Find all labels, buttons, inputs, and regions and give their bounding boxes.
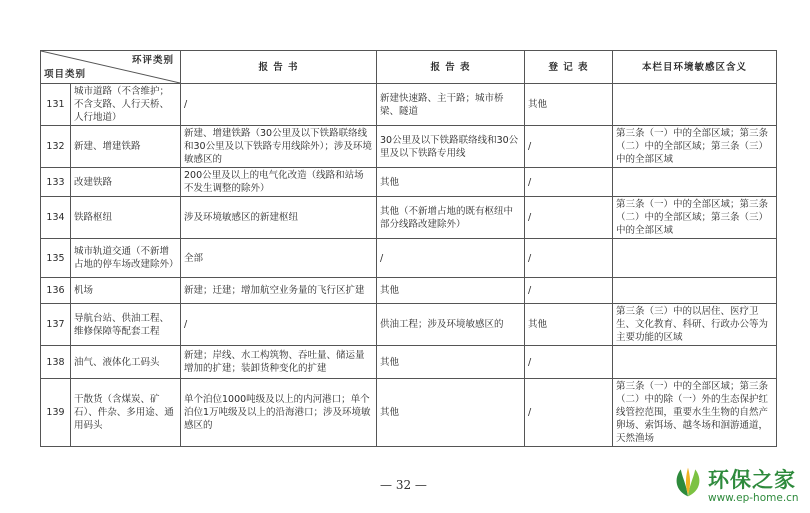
regulation-table: [40, 50, 777, 447]
row-number: 139: [41, 379, 71, 447]
table-row: [41, 126, 777, 168]
row-number: 135: [41, 239, 71, 278]
register-form-cell: /: [525, 197, 613, 239]
header-report-book: 报 告 书: [181, 51, 377, 84]
report-book-cell: 新建；迁建；增加航空业务量的飞行区扩建: [181, 278, 377, 304]
header-project-category: 项目类别: [44, 69, 87, 80]
project-category: 改建铁路: [71, 168, 181, 197]
watermark-url: www.ep-home.cn: [708, 492, 799, 504]
report-book-cell: 新建；岸线、水工构筑物、吞吐量、储运量增加的扩建；装卸货种变化的扩建: [181, 346, 377, 379]
header-diagonal-cell: [41, 51, 181, 84]
report-form-cell: 其他: [377, 379, 525, 447]
row-number: 138: [41, 346, 71, 379]
sensitive-area-cell: [613, 168, 777, 197]
report-form-cell: 供油工程；涉及环境敏感区的: [377, 304, 525, 346]
table-row: [41, 379, 777, 447]
register-form-cell: 其他: [525, 304, 613, 346]
report-book-cell: 涉及环境敏感区的新建枢纽: [181, 197, 377, 239]
project-category: 城市轨道交通（不新增占地的停车场改建除外）: [71, 239, 181, 278]
register-form-cell: 其他: [525, 84, 613, 126]
table-row: [41, 168, 777, 197]
report-form-cell: /: [377, 239, 525, 278]
header-register-form: 登 记 表: [525, 51, 613, 84]
page-number: — 32 —: [380, 478, 427, 492]
project-category: 机场: [71, 278, 181, 304]
sensitive-area-cell: 第三条（一）中的全部区域；第三条（二）中的全部区域；第三条（三）中的全部区域: [613, 126, 777, 168]
register-form-cell: /: [525, 239, 613, 278]
leaf-logo-icon: [670, 464, 706, 500]
report-book-cell: 200公里及以上的电气化改造（线路和站场不发生调整的除外）: [181, 168, 377, 197]
report-book-cell: 新建、增建铁路（30公里及以下铁路联络线和30公里及以下铁路专用线除外）；涉及环境敏感区的: [181, 126, 377, 168]
table-row: [41, 278, 777, 304]
sensitive-area-cell: 第三条（一）中的全部区域；第三条（二）中的除（一）外的生态保护红线管控范围，重要水生生物的自然产卵场、索饵场、越冬场和洄游通道，天然渔场: [613, 379, 777, 447]
register-form-cell: /: [525, 126, 613, 168]
row-number: 137: [41, 304, 71, 346]
sensitive-area-cell: [613, 346, 777, 379]
report-form-cell: 30公里及以下铁路联络线和30公里及以下铁路专用线: [377, 126, 525, 168]
watermark: [668, 462, 810, 512]
table-body: [41, 84, 777, 447]
row-number: 132: [41, 126, 71, 168]
table-row: [41, 197, 777, 239]
row-number: 133: [41, 168, 71, 197]
row-number: 131: [41, 84, 71, 126]
report-form-cell: 其他（不新增占地的既有枢纽中部分线路改建除外）: [377, 197, 525, 239]
register-form-cell: /: [525, 278, 613, 304]
register-form-cell: /: [525, 168, 613, 197]
header-sensitive-area: 本栏目环境敏感区含义: [613, 51, 777, 84]
sensitive-area-cell: 第三条（三）中的以居住、医疗卫生、文化教育、科研、行政办公等为主要功能的区域: [613, 304, 777, 346]
report-book-cell: /: [181, 84, 377, 126]
project-category: 新建、增建铁路: [71, 126, 181, 168]
sensitive-area-cell: [613, 278, 777, 304]
table-row: [41, 346, 777, 379]
sensitive-area-cell: [613, 239, 777, 278]
project-category: 油气、液体化工码头: [71, 346, 181, 379]
header-env-category: 环评类别: [131, 55, 174, 66]
table-row: [41, 239, 777, 278]
report-form-cell: 新建快速路、主干路；城市桥梁、隧道: [377, 84, 525, 126]
project-category: 干散货（含煤炭、矿石）、件杂、多用途、通用码头: [71, 379, 181, 447]
project-category: 导航台站、供油工程、维修保障等配套工程: [71, 304, 181, 346]
report-book-cell: /: [181, 304, 377, 346]
register-form-cell: /: [525, 379, 613, 447]
sensitive-area-cell: [613, 84, 777, 126]
project-category: 铁路枢纽: [71, 197, 181, 239]
register-form-cell: /: [525, 346, 613, 379]
report-form-cell: 其他: [377, 346, 525, 379]
header-report-form: 报 告 表: [377, 51, 525, 84]
row-number: 136: [41, 278, 71, 304]
watermark-name: 环保之家: [708, 468, 796, 492]
report-form-cell: 其他: [377, 278, 525, 304]
report-book-cell: 全部: [181, 239, 377, 278]
table-row: [41, 304, 777, 346]
report-form-cell: 其他: [377, 168, 525, 197]
sensitive-area-cell: 第三条（一）中的全部区域；第三条（二）中的全部区域；第三条（三）中的全部区域: [613, 197, 777, 239]
row-number: 134: [41, 197, 71, 239]
report-book-cell: 单个泊位1000吨级及以上的内河港口；单个泊位1万吨级及以上的沿海港口；涉及环境敏感区的: [181, 379, 377, 447]
table-row: [41, 84, 777, 126]
project-category: 城市道路（不含维护；不含支路、人行天桥、人行地道）: [71, 84, 181, 126]
